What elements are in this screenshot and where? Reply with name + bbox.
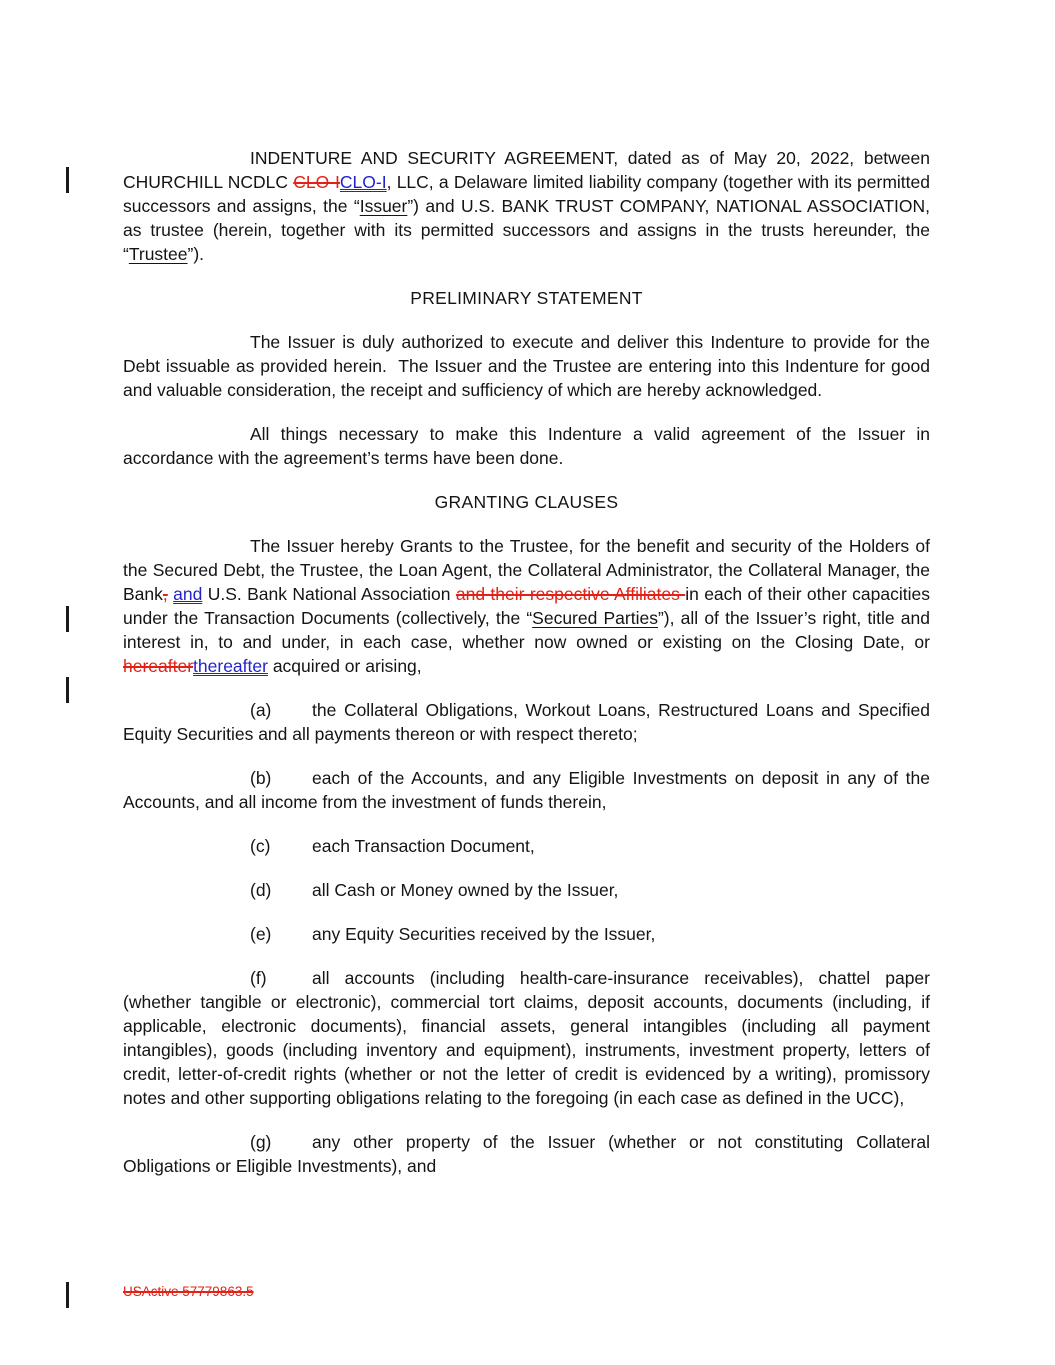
- clause-label: (a): [250, 700, 272, 720]
- defined-term: Trustee: [128, 244, 188, 264]
- text-run: the Collateral Obligations, Workout Loans, Restructured Loans and Specified Equity Securities and all payments thereon or with respect thereto;: [123, 700, 930, 744]
- granting-paragraph: [123, 534, 930, 678]
- granting-clauses-heading: GRANTING CLAUSES: [434, 492, 619, 512]
- clause-b: [123, 766, 930, 814]
- clause-label: (d): [250, 880, 272, 900]
- text-run: ”), all of the Issuer’s right, title and interest in, to and under, in each case, whether now owned or existing on the Closing Date, or: [123, 608, 930, 652]
- authorization-paragraph: [123, 330, 930, 402]
- text-run: any other property of the Issuer (whether or not constituting Collateral Obligations or Eligible Investments), and: [123, 1132, 930, 1176]
- clause-label: (g): [250, 1132, 272, 1152]
- clause-c: [123, 834, 930, 858]
- change-bar: [66, 1282, 69, 1308]
- deleted-text: and their respective Affiliates: [455, 584, 686, 604]
- clause-label: (c): [250, 836, 271, 856]
- defined-term: Issuer: [359, 196, 408, 216]
- deleted-text: ,: [162, 584, 168, 604]
- clause-label: (e): [250, 924, 272, 944]
- clause-f: [123, 966, 930, 1110]
- deleted-text: hereafter: [123, 656, 194, 676]
- footer-doc-id: USActive 57779863.5: [123, 1284, 254, 1299]
- preliminary-statement-heading: PRELIMINARY STATEMENT: [410, 288, 643, 308]
- inserted-text: thereafter: [193, 656, 268, 676]
- change-bar: [66, 167, 69, 193]
- inserted-text: CLO-I: [339, 172, 387, 192]
- inserted-text: and: [173, 584, 203, 604]
- change-bar: [66, 606, 69, 632]
- document-footer: [123, 1283, 254, 1300]
- defined-term: Secured Parties: [532, 608, 658, 628]
- change-bar: [66, 677, 69, 703]
- text-run: INDENTURE AND SECURITY AGREEMENT, dated as of May 20, 2022, between CHURCHILL NCDLC: [123, 148, 930, 192]
- text-run: acquired or arising,: [267, 656, 422, 676]
- text-run: All things necessary to make this Indenture a valid agreement of the Issuer in accordance with the agreement’s terms have been done.: [123, 424, 930, 468]
- text-run: ”).: [187, 244, 205, 264]
- text-run: , LLC, a Delaware limited liability company (together with its permitted successors and assigns, the “: [123, 172, 930, 216]
- validity-paragraph: [123, 422, 930, 470]
- text-run: all Cash or Money owned by the Issuer,: [312, 880, 619, 900]
- document-content: [123, 146, 930, 1198]
- opening-paragraph: [123, 146, 930, 266]
- text-run: all accounts (including health-care-insurance receivables), chattel paper (whether tangible or electronic), commercial tort claims, deposit accounts, documents (including, if applicable, electronic documents), financial assets, general intangibles (including all payment intangibles), goods (including inventory and equipment), instruments, investment property, letters of credit, letter-of-credit rights (whether or not the letter of credit is evidenced by a writing), promissory notes and other supporting obligations relating to the foregoing (in each case as defined in the UCC),: [123, 968, 930, 1108]
- text-run: ”) and U.S. BANK TRUST COMPANY, NATIONAL ASSOCIATION, as trustee (herein, together with its permitted successors and assigns in the trusts hereunder, the “: [123, 196, 930, 264]
- text-run: in each of their other capacities under the Transaction Documents (collectively, the “: [123, 584, 930, 628]
- clause-d: [123, 878, 930, 902]
- clause-g: [123, 1130, 930, 1178]
- text-run: U.S. Bank National Association: [202, 584, 456, 604]
- text-run: any Equity Securities received by the Issuer,: [312, 924, 656, 944]
- text-run: each of the Accounts, and any Eligible Investments on deposit in any of the Accounts, and all income from the investment of funds therein,: [123, 768, 930, 812]
- text-run: each Transaction Document,: [312, 836, 535, 856]
- text-run: The Issuer hereby Grants to the Trustee, for the benefit and security of the Holders of the Secured Debt, the Trustee, the Loan Agent, the Collateral Administrator, the Collateral Manager, the Bank: [123, 536, 930, 604]
- clause-e: [123, 922, 930, 946]
- deleted-text: CLO-I: [293, 172, 340, 192]
- clause-a: [123, 698, 930, 746]
- clause-label: (f): [250, 968, 267, 988]
- clause-label: (b): [250, 768, 272, 788]
- text-run: The Issuer is duly authorized to execute and deliver this Indenture to provide for the Debt issuable as provided herein. The Issuer and the Trustee are entering into this Indenture for good and valuable consideration, the receipt and sufficiency of which are hereby acknowledged.: [123, 332, 930, 400]
